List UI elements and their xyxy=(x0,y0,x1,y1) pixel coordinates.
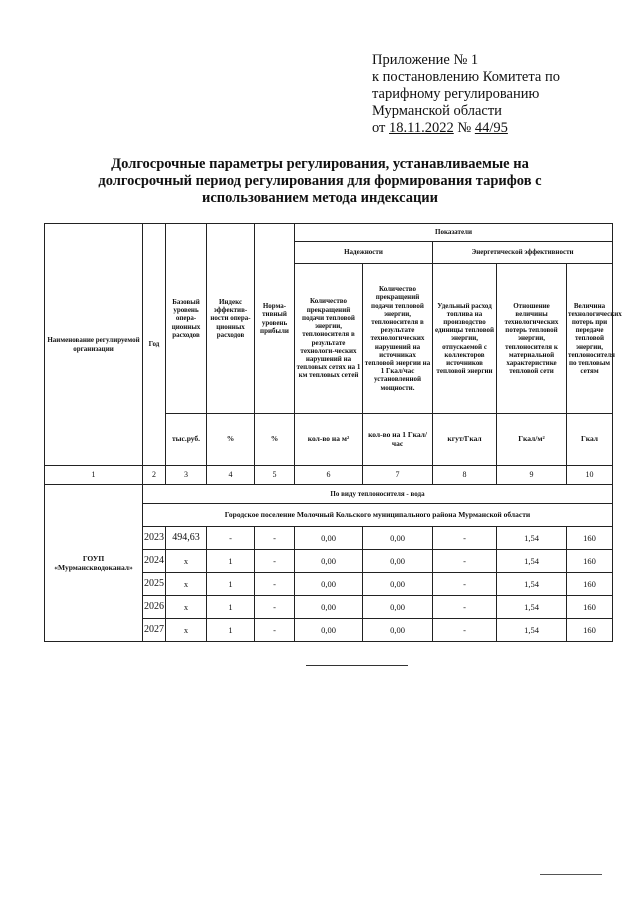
appendix-date-line xyxy=(372,120,602,137)
cell-col10: 160 xyxy=(567,527,613,550)
unit-c9: Гкал/м² xyxy=(497,414,567,466)
header-reliability: Надежности xyxy=(295,242,433,264)
cell-efficiency-index: 1 xyxy=(207,619,255,642)
cell-efficiency-index: - xyxy=(207,527,255,550)
cell-col10: 160 xyxy=(567,596,613,619)
cell-col9: 1,54 xyxy=(497,550,567,573)
cell-normative-profit: - xyxy=(255,527,295,550)
cell-col7: 0,00 xyxy=(363,527,433,550)
cell-col8: - xyxy=(433,619,497,642)
territory-label: Городское поселение Молочный Кольского муниципального района Мурманской области xyxy=(143,504,613,527)
header-normative-profit: Норма-тивный уровень прибыли xyxy=(255,224,295,414)
header-col8: Удельный расход топлива на производство единицы тепловой энергии, отпускаемой с коллекторов источников тепловой энергии xyxy=(433,264,497,414)
cell-col10: 160 xyxy=(567,573,613,596)
cell-base-level: 494,63 xyxy=(166,527,207,550)
cell-normative-profit: - xyxy=(255,550,295,573)
header-col6: Количество прекращений подачи тепловой энергии, теплоносителя в результате технологи-ческих нарушений на тепловых сетях на 1 км тепловых сетей xyxy=(295,264,363,414)
parameters-table xyxy=(44,223,622,642)
header-year: Год xyxy=(143,224,166,466)
column-number: 7 xyxy=(363,466,433,485)
separator-line xyxy=(306,665,408,666)
column-number-row xyxy=(45,466,613,485)
cell-col8: - xyxy=(433,527,497,550)
cell-col6: 0,00 xyxy=(295,550,363,573)
cell-base-level: х xyxy=(166,573,207,596)
header-org: Наименование регулируемой организации xyxy=(45,224,143,466)
cell-col8: - xyxy=(433,596,497,619)
cell-col10: 160 xyxy=(567,550,613,573)
cell-col9: 1,54 xyxy=(497,573,567,596)
unit-c10: Гкал xyxy=(567,414,613,466)
column-number: 2 xyxy=(143,466,166,485)
cell-year: 2027 xyxy=(143,619,166,642)
document-title xyxy=(60,156,580,207)
column-number: 6 xyxy=(295,466,363,485)
cell-col6: 0,00 xyxy=(295,527,363,550)
unit-c8: кгут/Гкал xyxy=(433,414,497,466)
cell-col7: 0,00 xyxy=(363,619,433,642)
appendix-committee: тарифному регулированию xyxy=(372,86,540,102)
cell-col10: 160 xyxy=(567,619,613,642)
appendix-header xyxy=(372,52,602,137)
cell-year: 2025 xyxy=(143,573,166,596)
header-col7: Количество прекращений подачи тепловой энергии, теплоносителя в результате технологических нарушений на источниках тепловой энергии на 1 Гкал/час установленной мощности. xyxy=(363,264,433,414)
cell-efficiency-index: 1 xyxy=(207,573,255,596)
title-line-3: использованием метода индексации xyxy=(201,190,439,206)
unit-c5: % xyxy=(255,414,295,466)
column-number: 9 xyxy=(497,466,567,485)
cell-base-level: х xyxy=(166,550,207,573)
column-number: 5 xyxy=(255,466,295,485)
cell-year: 2026 xyxy=(143,596,166,619)
cell-year: 2023 xyxy=(143,527,166,550)
unit-c3: тыс.руб. xyxy=(166,414,207,466)
header-efficiency-index: Индекс эффектив-ности опера-ционных расходов xyxy=(207,224,255,414)
resolution-date: 18.11.2022 xyxy=(389,120,454,136)
date-prefix: от xyxy=(372,120,386,136)
resolution-number: 44/95 xyxy=(474,120,508,136)
cell-col9: 1,54 xyxy=(497,619,567,642)
column-number: 8 xyxy=(433,466,497,485)
unit-c7: кол-во на 1 Гкал/час xyxy=(363,414,433,466)
cell-base-level: х xyxy=(166,596,207,619)
cell-base-level: х xyxy=(166,619,207,642)
column-number: 4 xyxy=(207,466,255,485)
cell-col9: 1,54 xyxy=(497,596,567,619)
unit-c6: кол-во на м² xyxy=(295,414,363,466)
unit-c4: % xyxy=(207,414,255,466)
column-number: 1 xyxy=(45,466,143,485)
header-col9: Отношение величины технологических потерь тепловой энергии, теплоносителя к материальной характеристике тепловой сети xyxy=(497,264,567,414)
appendix-reference: к постановлению Комитета по xyxy=(372,69,560,85)
cell-efficiency-index: 1 xyxy=(207,550,255,573)
cell-year: 2024 xyxy=(143,550,166,573)
footer-line xyxy=(540,874,602,875)
cell-col6: 0,00 xyxy=(295,619,363,642)
cell-col7: 0,00 xyxy=(363,596,433,619)
cell-normative-profit: - xyxy=(255,596,295,619)
column-number: 3 xyxy=(166,466,207,485)
appendix-number: Приложение № 1 xyxy=(372,52,479,68)
cell-col8: - xyxy=(433,573,497,596)
cell-normative-profit: - xyxy=(255,573,295,596)
organization-name: ГОУП «Мурманскводоканал» xyxy=(45,485,143,642)
title-line-2: долгосрочный период регулирования для формирования тарифов с xyxy=(98,173,542,189)
column-number: 10 xyxy=(567,466,613,485)
cell-col9: 1,54 xyxy=(497,527,567,550)
appendix-region: Мурманской области xyxy=(372,103,502,119)
cell-col6: 0,00 xyxy=(295,573,363,596)
header-col10: Величина технологических потерь при передаче тепловой энергии, теплоносителя по тепловым сетям xyxy=(567,264,613,414)
coolant-group-label: По виду теплоносителя - вода xyxy=(143,485,613,504)
cell-efficiency-index: 1 xyxy=(207,596,255,619)
cell-col8: - xyxy=(433,550,497,573)
cell-col6: 0,00 xyxy=(295,596,363,619)
header-energy-efficiency: Энергетической эффективности xyxy=(433,242,613,264)
cell-col7: 0,00 xyxy=(363,573,433,596)
number-sign: № xyxy=(457,120,472,136)
header-base-level: Базовый уровень опера-ционных расходов xyxy=(166,224,207,414)
cell-col7: 0,00 xyxy=(363,550,433,573)
header-indicators: Показатели xyxy=(295,224,613,242)
title-line-1: Долгосрочные параметры регулирования, устанавливаемые на xyxy=(111,156,529,172)
cell-normative-profit: - xyxy=(255,619,295,642)
